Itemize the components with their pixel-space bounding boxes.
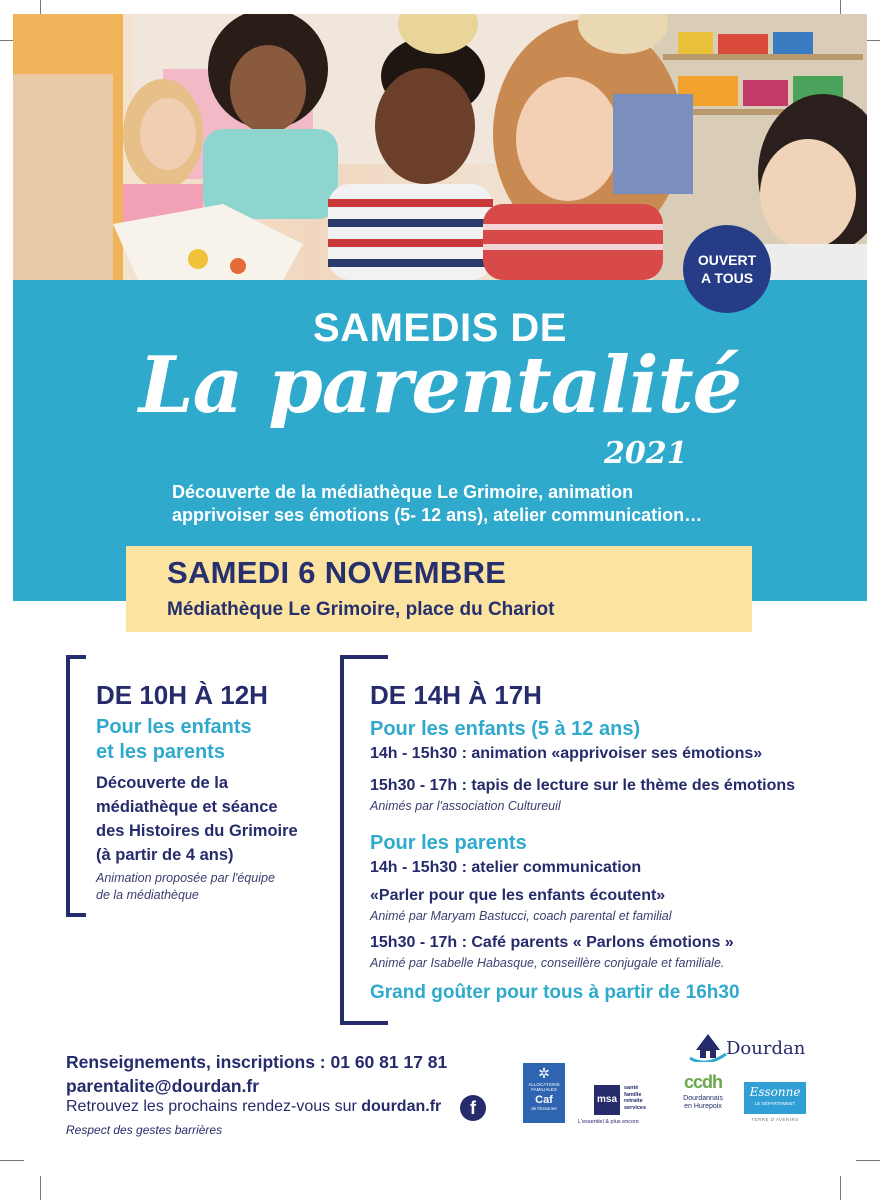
kids-item: 15h30 - 17h : tapis de lecture sur le thème des émotions: [370, 777, 796, 794]
bracket-tick: [340, 1021, 388, 1025]
kids-item: 14h - 15h30 : animation «apprivoiser ses émotions»: [370, 745, 763, 762]
afternoon-time: DE 14H À 17H: [370, 680, 542, 710]
facebook-icon[interactable]: f: [460, 1095, 486, 1121]
morning-audience-2: et les parents: [96, 741, 225, 763]
bracket-tick: [66, 655, 86, 659]
morning-note-line2: de la médiathèque: [96, 888, 199, 902]
website-link[interactable]: dourdan.fr: [361, 1098, 442, 1115]
ccdh-line2: en Hurepoix: [684, 1103, 722, 1110]
caf-logo: [523, 1063, 565, 1123]
afternoon-bracket: [340, 655, 344, 1025]
parents-note: Animé par Maryam Bastucci, coach parental et familial: [370, 909, 672, 923]
dourdan-logo: [688, 1028, 808, 1066]
msa-line: santé: [624, 1085, 639, 1091]
morning-bracket: [66, 655, 70, 917]
snack-line: Grand goûter pour tous à partir de 16h30: [370, 982, 740, 1003]
crop-mark: [856, 1160, 880, 1161]
kids-note: Animés par l'association Cultureuil: [370, 799, 561, 813]
event-place: Médiathèque Le Grimoire, place du Chariot: [167, 599, 555, 620]
bracket-tick: [66, 913, 86, 917]
essonne-tagline: TERRE D'AVENIRS: [751, 1117, 799, 1122]
subtitle-line1: Découverte de la médiathèque Le Grimoire, animation: [172, 482, 634, 502]
essonne-name: Essonne: [749, 1085, 801, 1099]
msa-logo: [578, 1085, 663, 1127]
open-to-all-badge: [683, 225, 771, 313]
morning-desc-line: (à partir de 4 ans): [96, 846, 234, 864]
subtitle-line2: apprivoiser ses émotions (5- 12 ans), atelier communication…: [172, 505, 703, 525]
parents-item: 14h - 15h30 : atelier communication: [370, 859, 642, 876]
next-prefix: Retrouvez les prochains rendez-vous sur: [66, 1098, 362, 1115]
essonne-logo: [744, 1082, 806, 1124]
info-phone: Renseignements, inscriptions : 01 60 81 17 81: [66, 1052, 448, 1072]
morning-desc-line: Découverte de la: [96, 774, 229, 792]
event-date: SAMEDI 6 NOVEMBRE: [167, 555, 507, 590]
parents-item: 15h30 - 17h : Café parents « Parlons émotions »: [370, 934, 734, 951]
ccdh-name: ccdh: [683, 1072, 722, 1092]
msa-line: retraite: [624, 1098, 643, 1104]
morning-time: DE 10H À 12H: [96, 680, 268, 710]
msa-line: famille: [624, 1091, 642, 1098]
msa-line: services: [624, 1104, 647, 1111]
morning-desc-line: médiathèque et séance: [96, 798, 278, 816]
morning-note-line1: Animation proposée par l'équipe: [96, 871, 275, 885]
caf-line1: ALLOCATIONS: [528, 1082, 560, 1087]
msa-name: msa: [594, 1085, 620, 1115]
dourdan-logo-text: Dourdan: [726, 1038, 806, 1059]
caf-emblem-icon: ✲: [538, 1065, 550, 1081]
crop-mark: [40, 1176, 41, 1200]
dourdan-house-icon: [688, 1028, 728, 1062]
title-script: La parentalité: [138, 340, 742, 431]
msa-tagline: L'essentiel & plus encore: [578, 1119, 639, 1125]
ccdh-logo: [672, 1072, 734, 1124]
subtitle: [172, 481, 812, 527]
ccdh-line1: Dourdannais: [683, 1095, 723, 1102]
info-email[interactable]: parentalite@dourdan.fr: [66, 1076, 260, 1096]
crop-mark: [0, 1160, 24, 1161]
morning-section: [96, 680, 298, 904]
caf-name: Caf: [535, 1094, 553, 1106]
barrier-note: Respect des gestes barrières: [66, 1123, 223, 1137]
title-line1: SAMEDIS DE: [313, 306, 567, 350]
essonne-sub: LE DÉPARTEMENT: [754, 1101, 796, 1106]
badge-line1: OUVERT: [697, 252, 757, 268]
title-year: 2021: [604, 436, 688, 471]
bracket-tick: [340, 655, 388, 659]
parents-note: Animé par Isabelle Habasque, conseillère conjugale et familiale.: [370, 956, 725, 970]
parents-heading: Pour les parents: [370, 832, 527, 854]
morning-desc-line: des Histoires du Grimoire: [96, 822, 298, 840]
caf-line2: FAMILIALES: [531, 1087, 557, 1092]
info-next-events: [66, 1098, 441, 1116]
crop-mark: [840, 1176, 841, 1200]
caf-sub: de l'Essonne: [531, 1106, 557, 1111]
parents-item-quote: «Parler pour que les enfants écoutent»: [370, 887, 666, 904]
afternoon-section: [370, 680, 850, 1005]
morning-audience-1: Pour les enfants: [96, 716, 252, 738]
badge-line2: A TOUS: [700, 270, 754, 286]
kids-heading: Pour les enfants (5 à 12 ans): [370, 718, 641, 740]
